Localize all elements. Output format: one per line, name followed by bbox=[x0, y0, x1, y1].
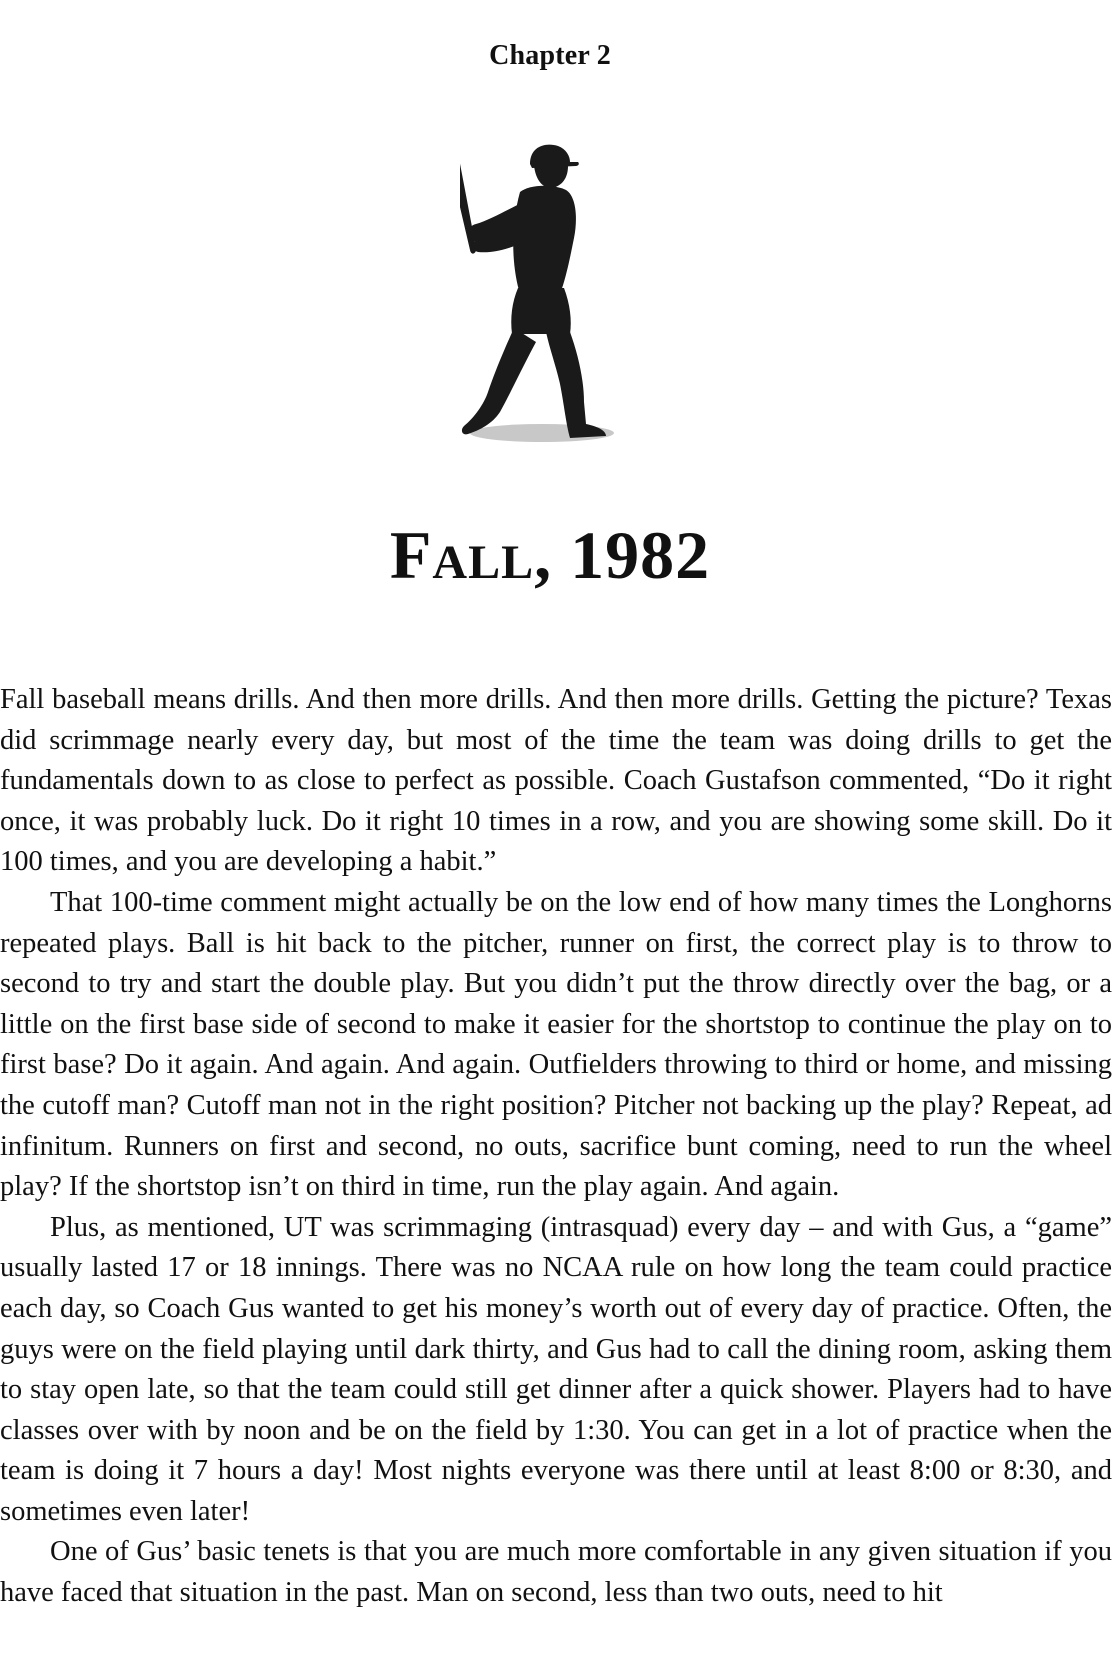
body-paragraph: One of Gus’ basic tenets is that you are much more comfortable in any given situation if you have faced that situation in the past. Man on second, less than two outs, need to hit bbox=[0, 1536, 1112, 1609]
body-paragraph: Fall baseball means drills. And then more drills. And then more drills. Getting the picture? Texas did scrimmage nearly every day, but most of the time the team was doing drills to get the fundamentals down to as close to perfect as possible. Coach Gustafson commented, “Do it right once, it was probably luck. Do it right 10 times in a row, and you are showing some skill. Do it 100 times, and you are developing a habit.” bbox=[0, 684, 1112, 878]
chapter-number: Chapter 2 bbox=[489, 40, 611, 71]
batter-figure bbox=[460, 128, 606, 438]
chapter-title: Fall, 1982 bbox=[389, 517, 711, 593]
baseball-batter-silhouette-icon bbox=[460, 128, 660, 478]
body-paragraph: Plus, as mentioned, UT was scrimmaging (intrasquad) every day – and with Gus, a “game” usually lasted 17 or 18 innings. There was no NCAA rule on how long the team could practice each day, so Coach Gus wanted to get his money’s worth out of every day of practice. Often, the guys were on the field playing until dark thirty, and Gus had to call the dining room, asking them to stay open late, so that the team could still get dinner after a quick shower. Players had to have classes over with by noon and be on the field by 1:30. You can get in a lot of practice when the team is doing it 7 hours a day! Most nights everyone was there until at least 8:00 or 8:30, and sometimes even later! bbox=[0, 1211, 1112, 1527]
body-paragraph: That 100-time comment might actually be on the low end of how many times the Longhorns repeated plays. Ball is hit back to the pitcher, runner on first, the correct play is to throw to second to try and start the double play. But you didn’t put the throw directly over the bag, or a little on the first base side of second to make it easier for the shortstop to continue the play on to first base? Do it again. And again. And again. Outfielders throwing to third or home, and missing the cutoff man? Cutoff man not in the right position? Pitcher not backing up the play? Repeat, ad infinitum. Runners on first and second, no outs, sacrifice bunt coming, need to run the wheel play? If the shortstop isn’t on third in time, run the play again. And again. bbox=[0, 886, 1112, 1203]
chapter-body bbox=[0, 680, 1112, 1614]
